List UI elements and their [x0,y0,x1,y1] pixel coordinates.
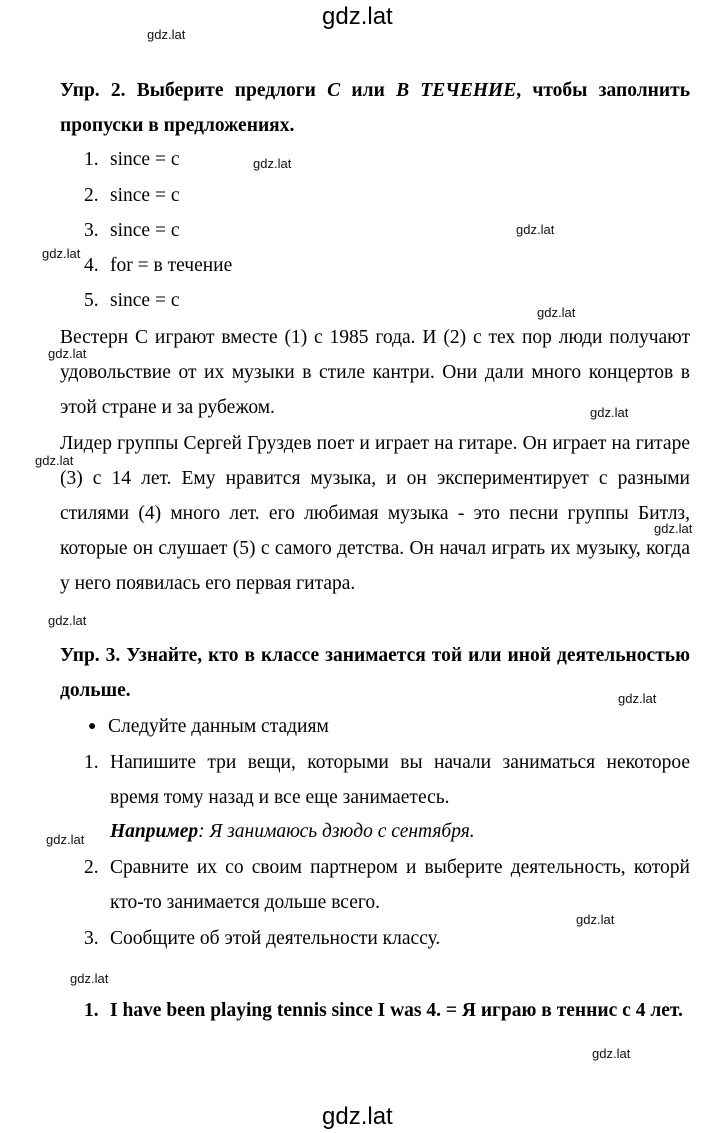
answer-item: 5. since = с [84,290,180,311]
bullet-dot-icon: ● [88,719,97,734]
answer-item: 4. for = в течение [84,255,233,276]
bullet-item: ● Следуйте данным стадиям [88,716,329,737]
exercise-3-answer: 1. I have been playing tennis since I was 4. = Я играю в теннис с 4 лет. [84,1000,683,1021]
step-item: 3. Сообщите об этой деятельности классу. [84,928,441,949]
watermark: gdz.lat [590,405,629,420]
watermark: gdz.lat [48,613,87,628]
watermark-top: gdz.lat [322,3,393,30]
watermark: gdz.lat [42,246,81,261]
watermark: gdz.lat [576,912,615,927]
watermark: gdz.lat [48,346,87,361]
watermark: gdz.lat [70,971,109,986]
watermark: gdz.lat [654,521,693,536]
watermark: gdz.lat [537,305,576,320]
exercise-2-title: Упр. 2. Выберите предлоги С или В ТЕЧЕНИЕ, чтобы заполнить пропуски в предложениях. [60,80,691,136]
watermark: gdz.lat [35,453,74,468]
answer-item: 1. since = с [84,149,180,170]
watermark: gdz.lat [46,832,85,847]
step-item: 2. Сравните их со своим партнером и выберите деятельность, которй кто-то занимается дольше всего. [84,857,690,913]
answer-item: 2. since = с [84,185,180,206]
exercise-3-title: Упр. 3. Узнайте, кто в классе занимается той или иной деятельностью дольше. [60,645,690,701]
watermark: gdz.lat [592,1046,631,1061]
watermark: gdz.lat [147,27,186,42]
example-line: Например: Я занимаюсь дзюдо с сентября. [110,821,475,842]
translation-paragraph-1: Вестерн С играют вместе (1) с 1985 года. И (2) с тех пор люди получают удовольствие от их музыки в стиле кантри. Они дали много концертов в этой стране и за рубежом. [60,327,690,418]
watermark: gdz.lat [618,691,657,706]
watermark: gdz.lat [516,222,555,237]
step-item: 1. Напишите три вещи, которыми вы начали заниматься некоторое время тому назад и все еще занимаетесь. [84,752,690,808]
watermark: gdz.lat [253,156,292,171]
answer-item: 3. since = с [84,220,180,241]
watermark-bottom: gdz.lat [322,1103,393,1130]
translation-paragraph-2: Лидер группы Сергей Груздев поет и играет на гитаре. Он играет на гитаре (3) с 14 лет. Ему нравится музыка, и он экспериментирует с разными стилями (4) много лет. его любимая музыка - это песни группы Битлз, которые он слушает (5) с самого детства. Он начал играть их музыку, когда у него появилась его первая гитара. [60,433,690,594]
